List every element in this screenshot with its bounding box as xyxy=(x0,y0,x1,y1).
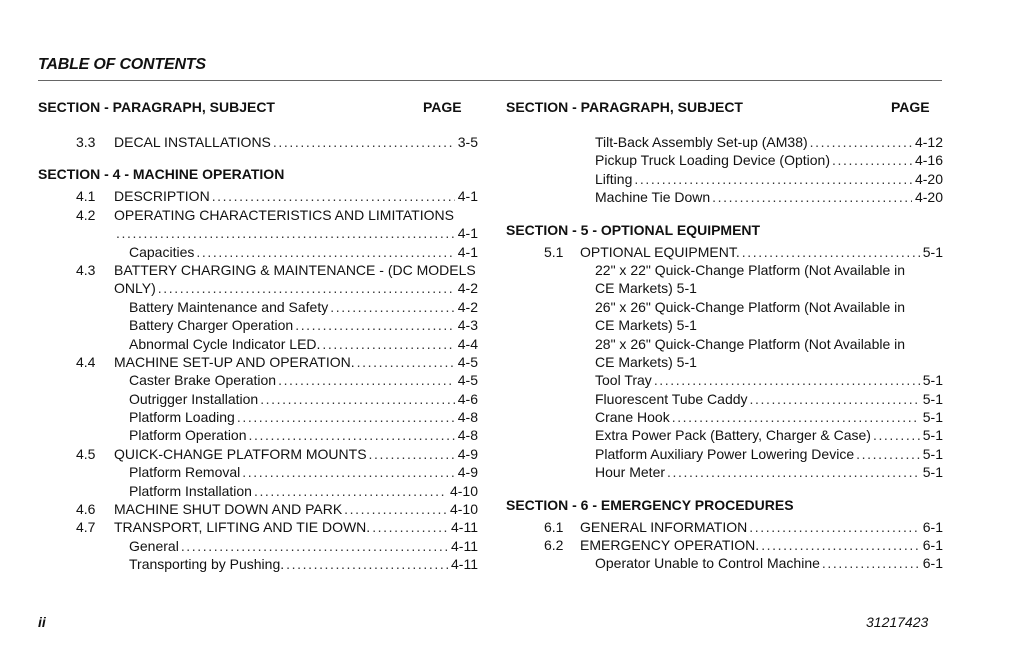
dot-leader xyxy=(830,151,912,169)
entry-title: EMERGENCY OPERATION. xyxy=(580,537,760,554)
entry-title: Platform Removal xyxy=(129,464,241,481)
entry-number: 4.6 xyxy=(76,501,96,518)
section-heading: SECTION - 6 - EMERGENCY PROCEDURES xyxy=(506,496,794,513)
dot-leader xyxy=(271,133,455,151)
entry-number: 4.1 xyxy=(76,188,96,205)
entry-title: Lifting xyxy=(595,170,633,187)
dot-leader xyxy=(710,188,912,206)
entry-title: Outrigger Installation xyxy=(129,390,259,407)
entry-page: 4-10 xyxy=(449,501,478,518)
entry-page: 4-20 xyxy=(914,170,943,187)
entry-page: 4-1 xyxy=(457,243,478,260)
entry-page: 4-1 xyxy=(457,225,478,242)
dot-leader xyxy=(652,371,920,389)
entry-title: DESCRIPTION xyxy=(114,188,210,205)
toc-entry[interactable] xyxy=(38,279,478,297)
entry-page: 6-1 xyxy=(922,537,943,554)
toc-subentry[interactable] xyxy=(38,390,478,408)
toc-entry[interactable] xyxy=(506,243,943,261)
entry-page: 4-9 xyxy=(457,464,478,481)
column-header-page: PAGE xyxy=(891,99,930,115)
dot-leader xyxy=(252,482,447,500)
entry-page: 5-1 xyxy=(922,409,943,426)
entry-title: MACHINE SHUT DOWN AND PARK xyxy=(114,501,343,518)
entry-page: 4-12 xyxy=(914,134,943,150)
dot-leader xyxy=(156,279,455,297)
dot-leader xyxy=(284,555,448,573)
dot-leader xyxy=(632,170,912,188)
entry-page: 4-11 xyxy=(451,537,478,554)
entry-title: Operator Unable to Control Machine xyxy=(595,555,820,572)
toc-subentry[interactable] xyxy=(506,261,943,279)
dot-leader xyxy=(210,187,455,205)
entry-page: 4-9 xyxy=(457,445,478,462)
toc-subentry[interactable] xyxy=(506,554,943,572)
dot-leader xyxy=(247,426,455,444)
toc-column-right xyxy=(506,99,943,573)
dot-leader xyxy=(328,298,455,316)
entry-title: 28" x 26" Quick-Change Platform (Not Available in xyxy=(595,335,906,352)
entry-title: Extra Power Pack (Battery, Charger & Case) xyxy=(595,427,871,444)
entry-page: 4-20 xyxy=(914,189,943,206)
entry-title: CE Markets) 5-1 xyxy=(595,280,697,297)
toc-subentry[interactable] xyxy=(38,463,478,481)
entry-title: Crane Hook xyxy=(595,409,670,426)
toc-subentry[interactable] xyxy=(506,371,943,389)
toc-entry[interactable] xyxy=(38,224,478,242)
toc-subentry[interactable] xyxy=(506,170,943,188)
entry-page: 4-3 xyxy=(457,317,478,334)
entry-number: 6.1 xyxy=(544,518,564,535)
toc-subentry[interactable] xyxy=(506,335,943,353)
entry-title: Transporting by Pushing. xyxy=(129,556,285,573)
toc-subentry[interactable] xyxy=(38,316,478,334)
toc-subentry[interactable] xyxy=(38,482,478,500)
entry-number: 4.5 xyxy=(76,445,96,462)
entry-title: Battery Maintenance and Safety xyxy=(129,298,329,315)
entry-title: MACHINE SET-UP AND OPERATION. xyxy=(114,353,355,370)
entry-title: General xyxy=(129,537,179,554)
toc-subentry[interactable] xyxy=(506,390,943,408)
toc-subentry[interactable] xyxy=(38,298,478,316)
dot-leader xyxy=(665,463,920,481)
entry-page: 4-2 xyxy=(457,298,478,315)
toc-entry[interactable] xyxy=(38,518,478,536)
toc-entry[interactable] xyxy=(38,500,478,518)
entry-page: 5-1 xyxy=(922,372,943,389)
toc-subentry[interactable] xyxy=(38,371,478,389)
entry-page: 6-1 xyxy=(922,518,943,535)
entry-number: 4.4 xyxy=(76,353,96,370)
entry-page: 4-8 xyxy=(457,409,478,426)
toc-subentry[interactable] xyxy=(38,335,478,353)
entry-number: 5.1 xyxy=(544,243,564,260)
dot-leader xyxy=(670,408,920,426)
toc-subentry[interactable] xyxy=(506,426,943,444)
entry-title: Platform Auxiliary Power Lowering Device xyxy=(595,445,855,462)
entry-page: 4-1 xyxy=(457,188,478,205)
entry-title: Tilt-Back Assembly Set-up (AM38) xyxy=(595,134,808,150)
entry-page: 5-1 xyxy=(922,445,943,462)
toc-subentry[interactable] xyxy=(38,555,478,573)
entry-page: 4-5 xyxy=(457,353,478,370)
toc-subentry[interactable] xyxy=(506,188,943,206)
dot-leader xyxy=(808,133,912,151)
entry-title: Machine Tie Down xyxy=(595,189,711,206)
dot-leader xyxy=(740,243,920,261)
toc-entries xyxy=(38,133,478,574)
column-header-page: PAGE xyxy=(423,99,462,115)
entry-title: Platform Loading xyxy=(129,409,235,426)
dot-leader xyxy=(355,353,455,371)
entry-title: OPTIONAL EQUIPMENT. xyxy=(580,243,740,260)
toc-entry[interactable] xyxy=(38,353,478,371)
entry-number: 4.7 xyxy=(76,519,96,536)
entry-page: 4-2 xyxy=(457,280,478,297)
entry-title: CE Markets) 5-1 xyxy=(595,353,697,370)
toc-entry[interactable] xyxy=(38,261,478,279)
entry-title: Capacities xyxy=(129,243,195,260)
entry-title: Pickup Truck Loading Device (Option) xyxy=(595,152,830,169)
entry-title: OPERATING CHARACTERISTICS AND LIMITATIONS xyxy=(114,206,454,223)
entry-title: QUICK-CHANGE PLATFORM MOUNTS xyxy=(114,445,367,462)
dot-leader xyxy=(258,390,455,408)
section-heading: SECTION - 4 - MACHINE OPERATION xyxy=(38,166,285,183)
dot-leader xyxy=(240,463,455,481)
entry-number: 3.3 xyxy=(76,134,96,150)
column-header xyxy=(506,99,943,119)
entry-title: 22" x 22" Quick-Change Platform (Not Available in xyxy=(595,261,906,278)
section-heading: SECTION - 5 - OPTIONAL EQUIPMENT xyxy=(506,221,761,238)
toc-entry[interactable] xyxy=(38,445,478,463)
entry-page: 5-1 xyxy=(922,464,943,481)
toc-entries xyxy=(506,133,943,573)
dot-leader xyxy=(854,445,920,463)
toc-subentry[interactable] xyxy=(38,426,478,444)
entry-title: Abnormal Cycle Indicator LED. xyxy=(129,335,321,352)
entry-page: 5-1 xyxy=(922,427,943,444)
column-header-subject: SECTION - PARAGRAPH, SUBJECT xyxy=(38,99,275,115)
toc-entry[interactable] xyxy=(506,518,943,536)
dot-leader xyxy=(179,537,448,555)
toc-subentry[interactable] xyxy=(38,537,478,555)
dot-leader xyxy=(367,445,455,463)
dot-leader xyxy=(759,536,920,554)
entry-page: 4-5 xyxy=(457,372,478,389)
toc-subentry[interactable] xyxy=(38,243,478,261)
entry-number: 4.3 xyxy=(76,261,96,278)
entry-title: Fluorescent Tube Caddy xyxy=(595,390,748,407)
column-header-subject: SECTION - PARAGRAPH, SUBJECT xyxy=(506,99,743,115)
toc-entry[interactable] xyxy=(506,536,943,554)
page-number: ii xyxy=(38,614,46,630)
page-title: TABLE OF CONTENTS xyxy=(38,56,206,73)
entry-title: Caster Brake Operation xyxy=(129,372,277,389)
dot-leader xyxy=(293,316,455,334)
entry-title: Hour Meter xyxy=(595,464,666,481)
entry-title: 26" x 26" Quick-Change Platform (Not Available in xyxy=(595,298,906,315)
toc-subentry[interactable] xyxy=(506,316,943,334)
entry-title: GENERAL INFORMATION xyxy=(580,518,748,535)
entry-page: 5-1 xyxy=(922,390,943,407)
dot-leader xyxy=(114,224,455,242)
dot-leader xyxy=(235,408,455,426)
entry-page: 3-5 xyxy=(457,134,478,150)
entry-page: 4-8 xyxy=(457,427,478,444)
dot-leader xyxy=(194,243,454,261)
entry-title: Tool Tray xyxy=(595,372,652,389)
dot-leader xyxy=(276,371,455,389)
header-rule xyxy=(38,80,942,81)
entry-number: 6.2 xyxy=(544,537,564,554)
entry-title: Battery Charger Operation xyxy=(129,317,294,334)
entry-title: Platform Operation xyxy=(129,427,247,444)
toc-subentry[interactable] xyxy=(506,133,943,151)
toc-subentry[interactable] xyxy=(506,445,943,463)
toc-subentry[interactable] xyxy=(38,408,478,426)
entry-page: 4-10 xyxy=(449,482,478,499)
entry-page: 4-6 xyxy=(457,390,478,407)
toc-entry[interactable] xyxy=(38,133,478,151)
toc-column-left xyxy=(38,99,478,574)
entry-page: 6-1 xyxy=(922,555,943,572)
dot-leader xyxy=(820,554,920,572)
toc-subentry[interactable] xyxy=(506,353,943,371)
document-number: 31217423 xyxy=(866,614,929,630)
toc-subentry[interactable] xyxy=(506,408,943,426)
toc-subentry[interactable] xyxy=(506,279,943,297)
toc-entry[interactable] xyxy=(38,187,478,205)
entry-page: 4-16 xyxy=(914,152,943,169)
entry-page: 4-11 xyxy=(451,556,478,573)
dot-leader xyxy=(871,426,920,444)
entry-title: DECAL INSTALLATIONS xyxy=(114,134,271,150)
toc-subentry[interactable] xyxy=(506,151,943,169)
entry-title: TRANSPORT, LIFTING AND TIE DOWN. xyxy=(114,519,371,536)
column-header xyxy=(38,99,478,119)
entry-title: ONLY) xyxy=(114,280,156,297)
toc-subentry[interactable] xyxy=(506,298,943,316)
dot-leader xyxy=(320,335,454,353)
entry-title: BATTERY CHARGING & MAINTENANCE - (DC MODELS xyxy=(114,261,476,278)
entry-title: Platform Installation xyxy=(129,482,252,499)
entry-page: 4-4 xyxy=(457,335,478,352)
entry-title: CE Markets) 5-1 xyxy=(595,317,697,334)
entry-page: 4-11 xyxy=(451,519,478,536)
dot-leader xyxy=(342,500,447,518)
dot-leader xyxy=(370,518,448,536)
dot-leader xyxy=(747,518,920,536)
toc-entry[interactable] xyxy=(38,206,478,224)
entry-page: 5-1 xyxy=(922,243,943,260)
toc-subentry[interactable] xyxy=(506,463,943,481)
dot-leader xyxy=(748,390,920,408)
entry-number: 4.2 xyxy=(76,206,96,223)
